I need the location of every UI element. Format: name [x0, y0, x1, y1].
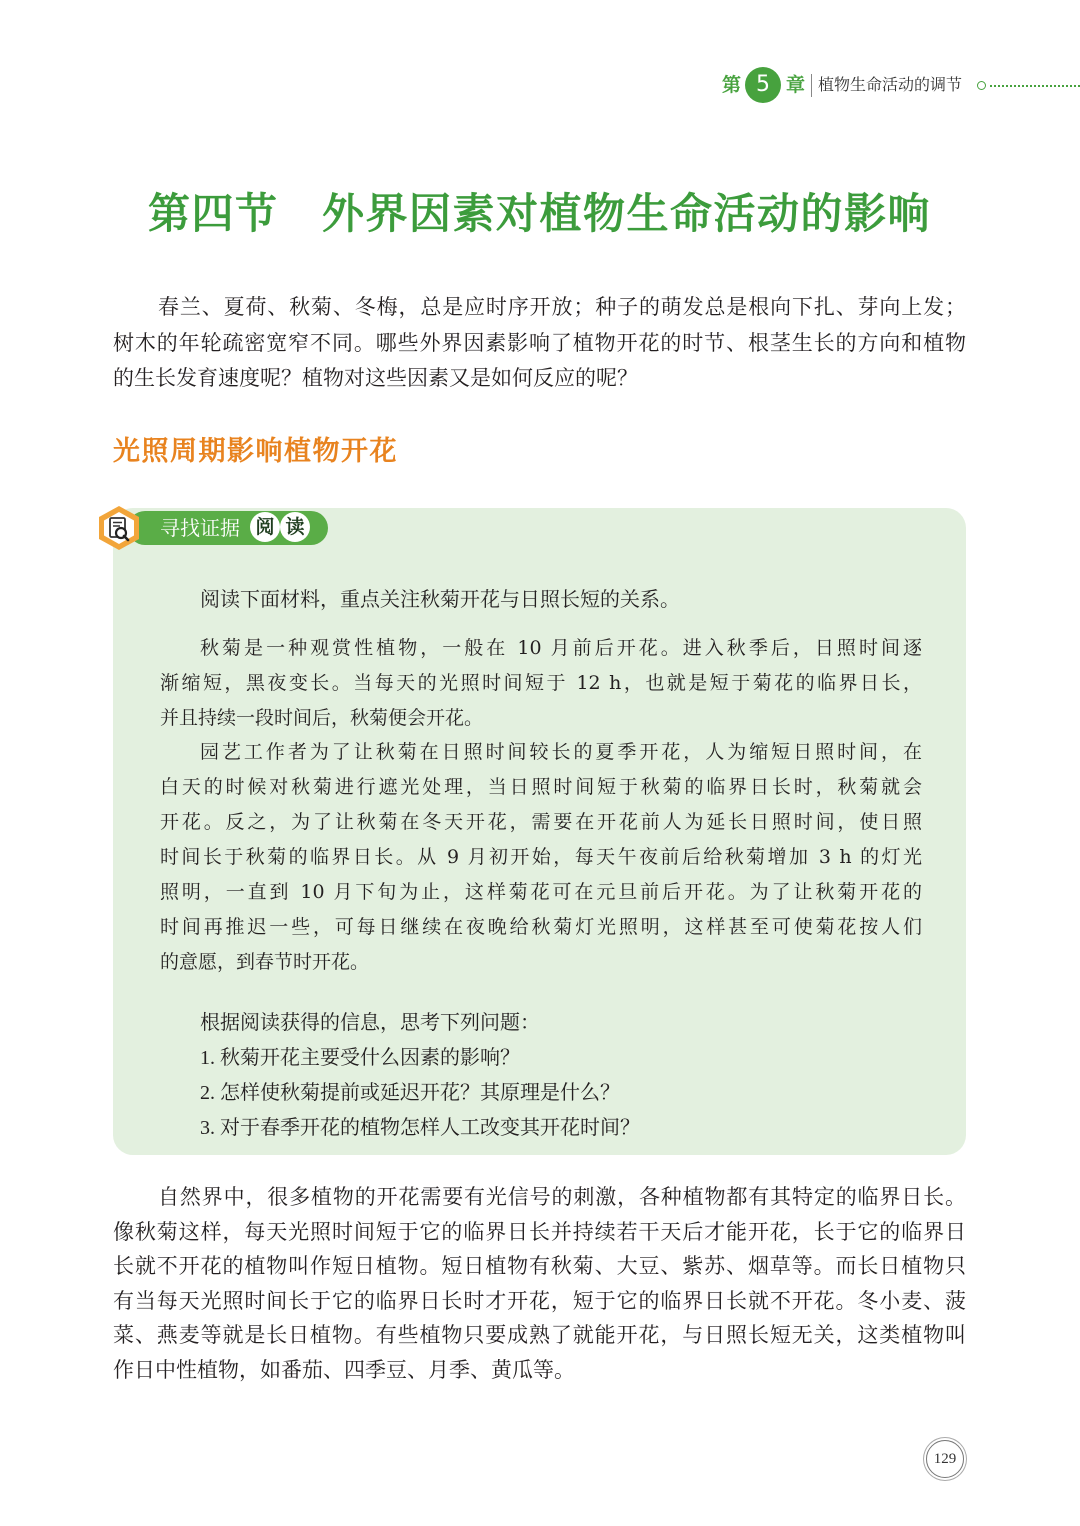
read-badge-1: 阅	[250, 512, 280, 542]
reading-line: 的意愿，到春节时开花。	[160, 950, 370, 973]
chapter-number-badge: 5	[745, 67, 781, 103]
reading-line: 白天的时候对秋菊进行遮光处理，当日照时间短于秋菊的临界日长时，秋菊就会	[160, 775, 922, 798]
header-dot-icon	[977, 81, 986, 90]
body-line: 长就不开花的植物叫作短日植物。短日植物有秋菊、大豆、紫苏、烟草等。而长日植物只	[113, 1254, 966, 1278]
reading-line: 照明，一直到 10 月下旬为止，这样菊花可在元旦前后开花。为了让秋菊开花的	[160, 880, 922, 903]
instruction-line: 阅读下面材料，重点关注秋菊开花与日照长短的关系。	[200, 589, 680, 611]
page-number: 129	[926, 1440, 964, 1478]
reading-line: 渐缩短，黑夜变长。当每天的光照时间短于 12 h，也就是短于菊花的临界日长，	[160, 671, 922, 694]
chapter-title: 植物生命活动的调节	[818, 75, 963, 94]
section-title-text: 外界因素对植物生命活动的影响	[322, 192, 932, 238]
section-number: 第四节	[148, 192, 279, 238]
chapter-suffix: 章	[786, 74, 806, 96]
reading-line: 园艺工作者为了让秋菊在日照时间较长的夏季开花，人为缩短日照时间，在	[200, 740, 922, 763]
question-item: 1. 秋菊开花主要受什么因素的影响？	[200, 1046, 520, 1069]
chapter-prefix: 第	[722, 74, 742, 96]
body-line: 菜、燕麦等就是长日植物。有些植物只要成熟了就能开花，与日照长短无关，这类植物叫	[113, 1323, 966, 1347]
question-item: 3. 对于春季开花的植物怎样人工改变其开花时间？	[200, 1116, 640, 1139]
question-list	[200, 1006, 922, 1146]
document-magnifier-icon	[95, 504, 143, 552]
intro-line: 的生长发育速度呢？植物对这些因素又是如何反应的呢？	[113, 366, 638, 390]
reading-paragraph-2	[160, 735, 922, 980]
body-line: 有当每天光照时间长于它的临界日长时才开花，短于它的临界日长就不开花。冬小麦、菠	[113, 1288, 966, 1313]
question-prompt: 根据阅读获得的信息，思考下列问题：	[200, 1011, 540, 1034]
body-line: 像秋菊这样，每天光照时间短于它的临界日长并持续若干天后才能开花，长于它的临界日	[113, 1219, 966, 1244]
header-dotted-rule	[990, 85, 1080, 87]
reading-line: 时间长于秋菊的临界日长。从 9 月初开始，每天午夜前后给秋菊增加 3 h 的灯光	[160, 845, 922, 868]
reading-line: 秋菊是一种观赏性植物，一般在 10 月前后开花。进入秋季后，日照时间逐	[200, 636, 922, 659]
reading-instruction	[200, 583, 922, 618]
reading-line: 并且持续一段时间后，秋菊便会开花。	[160, 706, 484, 729]
intro-paragraph	[113, 290, 966, 397]
subheading: 光照周期影响植物开花	[113, 436, 398, 467]
reading-paragraph-1	[160, 631, 922, 736]
body-paragraph	[113, 1180, 966, 1387]
reading-line: 开花。反之，为了让秋菊在冬天开花，需要在开花前人为延长日照时间，使日照	[160, 810, 922, 833]
read-badge-2: 读	[280, 512, 310, 542]
header-divider	[811, 74, 812, 97]
reading-line: 时间再推迟一些，可每日继续在夜晚给秋菊灯光照明，这样甚至可使菊花按人们	[160, 915, 922, 938]
body-line: 自然界中，很多植物的开花需要有光信号的刺激，各种植物都有其特定的临界日长。	[158, 1185, 966, 1209]
evidence-tab-label: 寻找证据	[160, 516, 240, 540]
intro-line: 春兰、夏荷、秋菊、冬梅，总是应时序开放；种子的萌发总是根向下扎、芽向上发；	[158, 295, 966, 319]
body-line: 作日中性植物，如番茄、四季豆、月季、黄瓜等。	[113, 1357, 575, 1382]
intro-line: 树木的年轮疏密宽窄不同。哪些外界因素影响了植物开花的时节、根茎生长的方向和植物	[113, 330, 966, 355]
question-item: 2. 怎样使秋菊提前或延迟开花？其原理是什么？	[200, 1081, 620, 1104]
